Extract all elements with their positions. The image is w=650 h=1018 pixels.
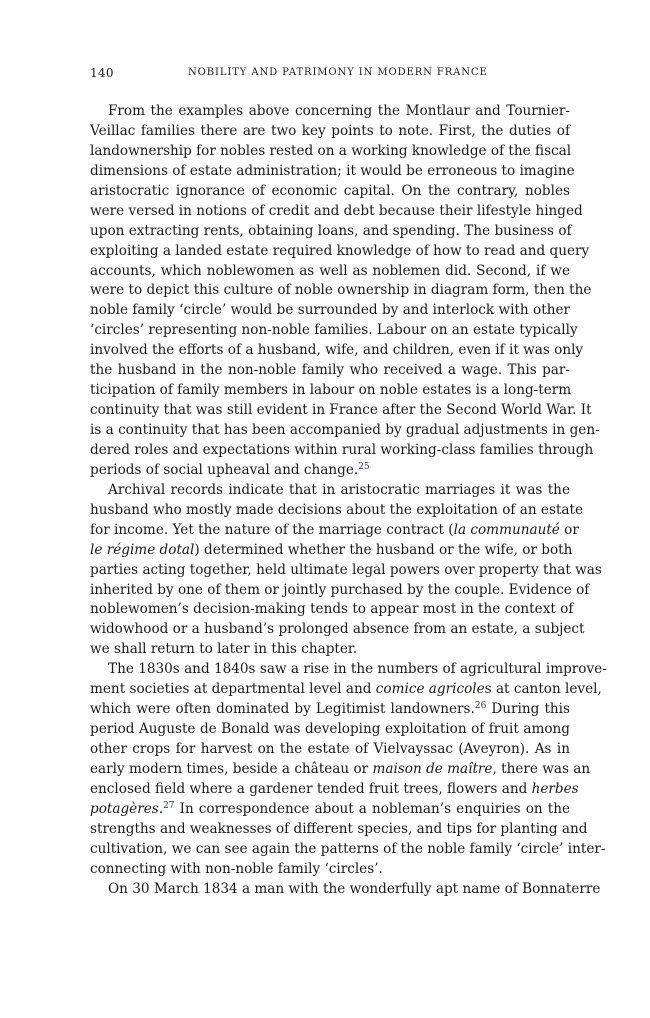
line-text: upon extracting rents, obtaining loans, and spending. The business of: [90, 222, 572, 239]
text-line: [90, 561, 602, 581]
text-line: [90, 262, 570, 282]
line-text: other crops for harvest on the estate of Vielvayssac (Aveyron). As in: [90, 741, 570, 757]
text-line: [90, 481, 570, 501]
text-line: [90, 760, 591, 780]
text-line: [90, 860, 570, 880]
line-text: continuity that was still evident in France after the Second World War. It: [90, 402, 592, 419]
paragraph: [90, 102, 600, 481]
line-text: we shall return to later in this chapter.: [90, 641, 358, 658]
line-text: In correspondence about a nobleman’s enquiries on the: [174, 800, 570, 817]
line-text: for income. Yet the nature of the marriage contract (: [90, 521, 454, 538]
text-line: [90, 341, 584, 361]
line-text: periods of social upheaval and change.: [90, 461, 359, 478]
text-line: [90, 142, 570, 162]
text-line: [90, 541, 573, 561]
line-text: Archival records indicate that in aristocratic marriages it was the: [108, 481, 570, 498]
footnote-ref: 27: [163, 800, 175, 811]
text-line: [90, 521, 579, 541]
body-text: [90, 102, 607, 900]
text-line: [90, 800, 570, 820]
text-line: [90, 401, 592, 421]
italic-term: potagères: [90, 800, 159, 817]
line-text: period Auguste de Bonald was developing exploitation of fruit among: [90, 721, 570, 738]
line-text: cultivation, we can see again the patterns of the noble family ‘circle’ inter-: [90, 840, 606, 857]
text-line: [90, 441, 594, 461]
text-line: [90, 461, 570, 481]
line-text: were to depict this culture of noble ownership in diagram form, then the: [90, 282, 592, 299]
line-text: involved the efforts of a husband, wife, and children, even if it was only: [90, 342, 584, 359]
line-text: During this: [486, 701, 570, 718]
text-line: [90, 202, 583, 222]
text-line: [90, 381, 570, 401]
text-line: [90, 620, 585, 640]
text-line: [90, 182, 570, 202]
text-line: [90, 581, 590, 601]
paragraph: [90, 660, 607, 879]
line-text: dered roles and expectations within rural working-class families through: [90, 441, 594, 458]
line-text: dimensions of estate administration; it would be erroneous to imagine: [90, 162, 575, 179]
footnote-ref: 26: [474, 701, 487, 712]
italic-term: herbes: [531, 780, 579, 797]
text-line: [90, 820, 588, 840]
text-line: [90, 501, 584, 521]
line-text: From the examples above concerning the Montlaur and Tournier-: [108, 103, 570, 119]
text-line: [90, 780, 579, 800]
text-line: [90, 321, 578, 341]
text-line: [90, 122, 570, 142]
line-text: enclosed field where a gardener tended fruit trees, flowers and: [90, 780, 532, 797]
line-text: husband who mostly made decisions about the exploitation of an estate: [90, 501, 584, 518]
text-line: [90, 361, 570, 381]
italic-term: comice agricole: [375, 681, 485, 698]
text-line: [90, 640, 570, 660]
line-text: accounts, which noblewomen as well as noblemen did. Second, if we: [90, 262, 570, 279]
line-text: , there was an: [492, 760, 591, 777]
page-number: 140: [90, 66, 114, 80]
text-line: [90, 301, 570, 321]
line-text: ) determined whether the husband or the wife, or both: [194, 541, 573, 558]
line-text: noble family ‘circle’ would be surrounded by and interlock with other: [90, 302, 570, 319]
line-text: exploiting a landed estate required knowledge of how to read and query: [90, 242, 590, 259]
text-line: [90, 840, 606, 860]
text-line: [90, 281, 592, 301]
line-text: On 30 March 1834 a man with the wonderfully apt name of Bonnaterre: [108, 880, 601, 897]
italic-term: la communauté: [453, 521, 560, 538]
text-line: [90, 242, 590, 262]
line-text: or: [559, 521, 579, 538]
line-text: ‘circles’ representing non-noble families. Labour on an estate typically: [90, 322, 578, 339]
text-line: [90, 421, 600, 441]
line-text: were versed in notions of credit and debt because their lifestyle hinged: [90, 202, 583, 219]
line-text: strengths and weaknesses of different species, and tips for planting and: [90, 820, 588, 837]
text-line: [90, 102, 570, 122]
text-line: [90, 660, 607, 680]
text-line: [90, 162, 575, 182]
line-text: inherited by one of them or jointly purchased by the couple. Evidence of: [90, 581, 590, 598]
line-text: ticipation of family members in labour on noble estates is a long-term: [90, 382, 572, 399]
line-text: s at canton level,: [484, 681, 602, 698]
line-text: is a continuity that has been accompanied by gradual adjustments in gen-: [90, 422, 600, 438]
text-line: [90, 880, 601, 900]
line-text: which were often dominated by Legitimist landowners.: [90, 701, 475, 718]
line-text: aristocratic ignorance of economic capital. On the contrary, nobles: [90, 182, 570, 199]
line-text: ment societies at departmental level and: [90, 681, 376, 698]
line-text: the husband in the non-noble family who received a wage. This par-: [90, 362, 570, 379]
line-text: Veillac families there are two key points to note. First, the duties of: [90, 122, 570, 139]
line-text: early modern times, beside a château or: [90, 760, 373, 777]
paragraph: [90, 880, 601, 900]
page-header: [90, 66, 570, 84]
line-text: landownership for nobles rested on a working knowledge of the fiscal: [90, 142, 572, 159]
line-text: connecting with non-noble family ‘circles’.: [90, 860, 383, 877]
italic-term: le régime dotal: [90, 541, 195, 558]
text-line: [90, 680, 602, 700]
text-line: [90, 222, 570, 242]
footnote-ref: 25: [358, 461, 370, 472]
line-text: widowhood or a husband’s prolonged absence from an estate, a subject: [90, 621, 585, 638]
text-line: [90, 720, 570, 740]
line-text: noblewomen’s decision-making tends to appear most in the context of: [90, 601, 574, 618]
line-text: .: [158, 800, 164, 817]
text-line: [90, 700, 570, 720]
italic-term: maison de maître: [372, 760, 493, 777]
line-text: parties acting together, held ultimate legal powers over property that was: [90, 561, 602, 578]
text-line: [90, 600, 574, 620]
text-line: [90, 740, 570, 760]
paragraph: [90, 481, 602, 660]
running-head: NOBILITY AND PATRIMONY IN MODERN FRANCE: [188, 67, 488, 78]
line-text: The 1830s and 1840s saw a rise in the numbers of agricultural improve-: [108, 661, 607, 678]
